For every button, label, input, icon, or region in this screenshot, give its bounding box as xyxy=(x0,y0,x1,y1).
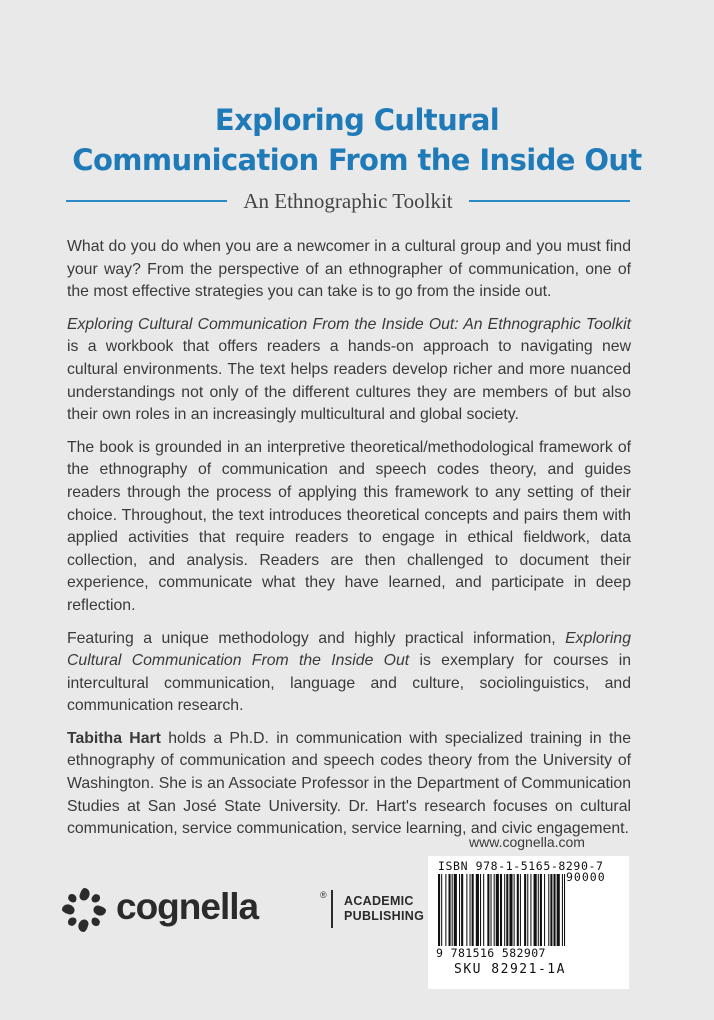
barcode-bar xyxy=(562,874,563,946)
paragraph-courses-text: is exemplary for courses in intercultural communication, language and culture, sociolinguistics, and communication research. xyxy=(67,652,631,715)
barcode-bar xyxy=(491,874,492,946)
barcode-bar xyxy=(524,874,526,946)
subtitle-rule-left xyxy=(66,200,227,202)
publisher-tagline xyxy=(344,894,424,924)
title-line-2: Communication From the Inside Out xyxy=(72,143,642,177)
title-line-1: Exploring Cultural xyxy=(214,103,500,137)
barcode-bar xyxy=(466,874,467,946)
paragraph-courses xyxy=(67,628,631,718)
isbn-number: ISBN 978-1-5165-8290-7 xyxy=(438,859,604,873)
barcode-bar xyxy=(534,874,537,946)
barcode-bar xyxy=(476,874,479,946)
publisher-logo xyxy=(58,884,425,936)
barcode-bar xyxy=(438,874,440,946)
barcode-bar xyxy=(500,874,502,946)
cognella-mark-icon xyxy=(58,884,110,936)
tagline-line-2: PUBLISHING xyxy=(344,909,425,923)
barcode-bar xyxy=(483,874,484,946)
description xyxy=(67,236,631,851)
book-title-italic: Exploring Cultural Communication From the Inside Out xyxy=(67,629,631,670)
barcode-bar xyxy=(527,874,528,946)
sku-number: SKU 82921-1A xyxy=(454,962,566,977)
book-subtitle: An Ethnographic Toolkit xyxy=(243,188,453,213)
barcode-bar xyxy=(517,874,519,946)
barcode-bar xyxy=(506,874,508,946)
tagline-line-1: ACADEMIC xyxy=(344,894,414,908)
ean-number: 9 781516 582907 xyxy=(436,946,546,960)
barcode-bar xyxy=(509,874,512,946)
author-name: Tabitha Hart xyxy=(67,729,161,747)
barcode-bar xyxy=(550,874,552,946)
paragraph-framework: The book is grounded in an interpretive theoretical/methodological framework of the ethnography of communication and speech codes theory, and guides readers through the process of applying this framework to any setting of their choice. Throughout, the text introduces theoretical concepts and pairs them with applied activities that require readers to engage in ethical fieldwork, data collection, and analysis. Readers are then challenged to document their experience, communicate what they have learned, and participate in deep reflection. xyxy=(67,438,631,614)
barcode-bar xyxy=(544,874,545,946)
barcode-bar xyxy=(461,874,463,946)
paragraph-workbook xyxy=(67,314,631,427)
paragraph-courses-start: Featuring a unique methodology and highly practical information, xyxy=(67,629,566,647)
barcode-bar xyxy=(487,874,489,946)
publisher-name: cognella xyxy=(116,886,259,927)
barcode-bar xyxy=(480,874,481,946)
book-title xyxy=(0,100,714,180)
barcode-bar xyxy=(504,874,505,946)
author-bio-text: holds a Ph.D. in communication with specialized training in the ethnography of communication and speech codes theory from the University of Washington. She is an Associate Professor in the Department of Communication Studies at San José State University. Dr. Hart's research focuses on cultural communication, service communication, service learning, and civic engagement. xyxy=(67,729,631,838)
barcode-bar xyxy=(454,874,457,946)
barcode-bar xyxy=(441,874,442,946)
barcode-bar xyxy=(470,874,471,946)
paragraph-intro: What do you do when you are a newcomer in a cultural group and you must find your way? From the perspective of an ethnographer of communication, one of the most effective strategies you can take is to go from the inside out. xyxy=(67,238,631,301)
book-title-italic: Exploring Cultural Communication From the Inside Out: An Ethnographic Toolkit xyxy=(67,315,631,333)
barcode-bar xyxy=(514,874,515,946)
barcode-bar xyxy=(557,874,560,946)
price-code: 90000 xyxy=(566,870,606,884)
subtitle-rule-right xyxy=(469,200,630,202)
barcode-label xyxy=(428,856,629,989)
barcode-bar xyxy=(494,874,495,946)
barcode-bar xyxy=(520,874,521,946)
barcode-bars xyxy=(438,874,620,948)
barcode-bar xyxy=(445,874,446,946)
barcode-bar xyxy=(538,874,539,946)
paragraph-author-bio xyxy=(67,728,631,841)
logo-divider xyxy=(331,890,333,928)
barcode-bar xyxy=(459,874,460,946)
subtitle-row xyxy=(66,186,630,216)
paragraph-workbook-text: is a workbook that offers readers a hands-on approach to navigating new cultural environments. The text helps readers develop richer and more nuanced understandings not only of the different cultures they are members of but also their own roles in an increasingly multicultural and global society. xyxy=(67,338,631,424)
barcode-bar xyxy=(449,874,451,946)
barcode-bar xyxy=(530,874,531,946)
publisher-website: www.cognella.com xyxy=(469,834,585,850)
registered-mark: ® xyxy=(320,890,327,900)
barcode-bar xyxy=(554,874,556,946)
barcode-bar xyxy=(548,874,549,946)
barcode-bar xyxy=(540,874,542,946)
barcode-bar xyxy=(452,874,453,946)
barcode-bar xyxy=(496,874,499,946)
barcode-bar xyxy=(564,874,565,946)
barcode-bar xyxy=(472,874,474,946)
